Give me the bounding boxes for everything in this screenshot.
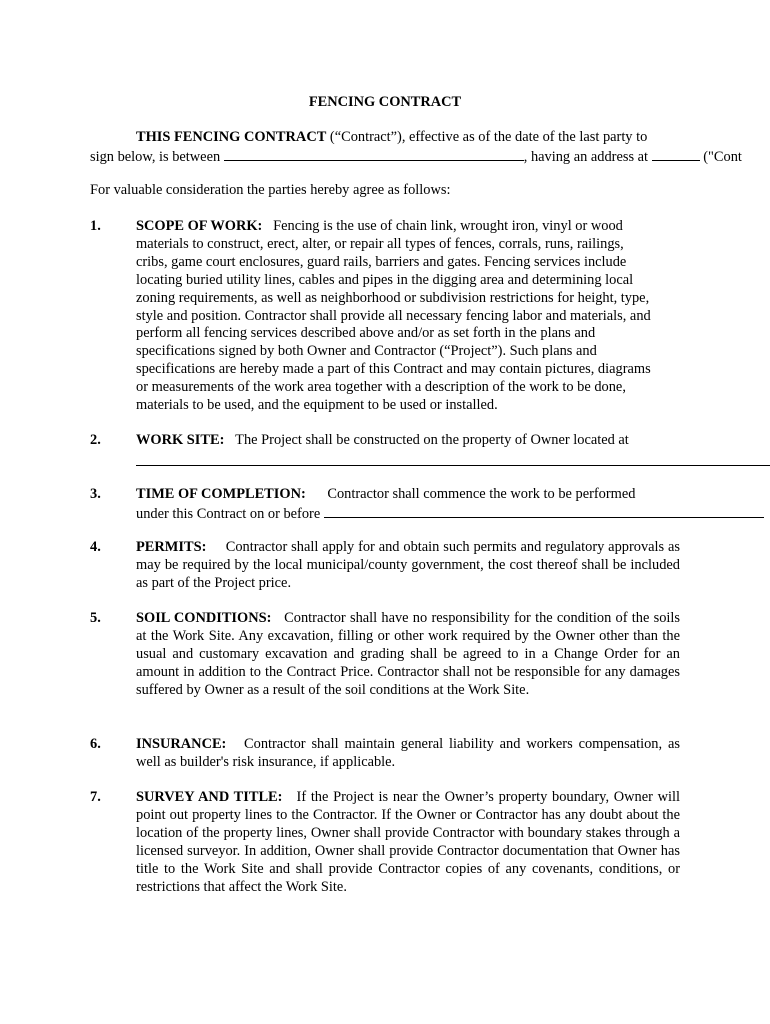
section-line: perform all fencing services described above and/or as set forth in the plans and xyxy=(136,325,596,342)
section-number: 1. xyxy=(90,218,101,234)
section-line: SCOPE OF WORK: Fencing is the use of chain link, wrought iron, vinyl or wood xyxy=(136,218,623,234)
section-survey-and-title xyxy=(90,789,770,896)
section-body xyxy=(136,218,680,415)
section-heading: WORK SITE: xyxy=(136,432,225,448)
intro-line1-rest: (“Contract”), effective as of the date of the last party to xyxy=(326,129,648,145)
section-line xyxy=(136,486,680,504)
section-number: 2. xyxy=(90,432,101,448)
consideration-text: For valuable consideration the parties hereby agree as follows: xyxy=(90,182,451,198)
section-line: materials to be used, and the equipment to be used or installed. xyxy=(136,397,498,414)
intro-line2-mid: , having an address at xyxy=(523,148,649,165)
section-line: under this Contract on or before xyxy=(136,504,680,524)
section-text: The Project shall be constructed on the property of Owner located at xyxy=(235,432,629,448)
section-line: cribs, game court enclosures, guard rails, barriers and gates. Fencing services include xyxy=(136,253,627,270)
address-blank[interactable] xyxy=(652,147,700,161)
section-body xyxy=(136,610,680,700)
section-line: zoning requirements, as well as neighborhood or subdivision restrictions for height, type, xyxy=(136,289,650,306)
section-line: specifications are hereby made a part of this Contract and may contain pictures, diagrams xyxy=(136,361,651,378)
section-permits xyxy=(90,539,770,593)
intro-line2-end: ("Cont xyxy=(699,148,742,165)
section-body xyxy=(136,486,680,524)
intro-paragraph xyxy=(90,129,770,167)
section-body xyxy=(136,789,680,896)
party-name-blank[interactable] xyxy=(224,147,524,161)
section-soil-conditions xyxy=(90,610,770,700)
section-text: Contractor shall apply for and obtain such permits and regulatory approvals as may be required by the local municipal/county government, the cost thereof shall be included as part of the Project price. xyxy=(136,539,680,591)
intro-line-1 xyxy=(90,129,770,147)
intro-line-2 xyxy=(90,147,770,167)
section-heading: SOIL CONDITIONS: xyxy=(136,610,272,626)
section-line: style and position. Contractor shall provide all necessary fencing labor and materials, and xyxy=(136,307,651,324)
section-heading: SURVEY AND TITLE: xyxy=(136,789,283,805)
work-site-address-blank[interactable] xyxy=(136,465,770,466)
section-heading: SCOPE OF WORK: xyxy=(136,218,263,234)
section-heading: TIME OF COMPLETION: xyxy=(136,486,306,502)
section-number: 4. xyxy=(90,539,101,555)
section-work-site xyxy=(90,432,770,450)
section-heading: PERMITS: xyxy=(136,539,207,555)
section-line: or measurements of the work area together with a description of the work to be done, xyxy=(136,379,626,396)
section-text: If the Project is near the Owner’s property boundary, Owner will point out property lines to the Contractor. If the Owner or Contractor has any doubt about the location of the property lines, Owner shall provide Contractor with boundary stakes through a licensed surveyor. In addition, Owner shall provide Contractor documentation that Owner has title to the Work Site and shall provide Contractor copies of any covenants, conditions, or restrictions that affect the Work Site. xyxy=(136,789,680,895)
completion-date-blank[interactable] xyxy=(324,504,764,518)
section-number: 5. xyxy=(90,610,101,626)
intro-line2-start: sign below, is between xyxy=(90,148,221,165)
section-insurance xyxy=(90,736,770,772)
section-number: 3. xyxy=(90,486,101,502)
section-line: materials to construct, erect, alter, or repair all types of fences, corrals, runs, railings, xyxy=(136,235,624,252)
section-body xyxy=(136,432,680,450)
section-scope-of-work xyxy=(90,218,770,415)
section-body xyxy=(136,539,680,593)
section-time-of-completion xyxy=(90,486,770,524)
section-text: Contractor shall maintain general liability and workers compensation, as well as builder's risk insurance, if applicable. xyxy=(136,736,680,770)
document-title: FENCING CONTRACT xyxy=(308,94,462,110)
section-body xyxy=(136,736,680,772)
section-line: locating buried utility lines, cables and pipes in the digging area and determining local xyxy=(136,271,634,288)
section-text: Contractor shall have no responsibility for the condition of the soils at the Work Site. Any excavation, filling or other work required by the Owner other than the usual and customary excavation and grading shall be agreed to in a Change Order for an amount in addition to the Contract Price. Contractor shall not be responsible for any damages suffered by Owner as a result of the soil conditions at the Work Site. xyxy=(136,610,680,698)
section-heading: INSURANCE: xyxy=(136,736,227,752)
intro-lead: THIS FENCING CONTRACT xyxy=(136,129,327,145)
section-line: specifications signed by both Owner and Contractor (“Project”). Such plans and xyxy=(136,343,597,360)
section-text: Contractor shall commence the work to be performed xyxy=(327,486,636,502)
section-number: 6. xyxy=(90,736,101,752)
section-number: 7. xyxy=(90,789,101,805)
